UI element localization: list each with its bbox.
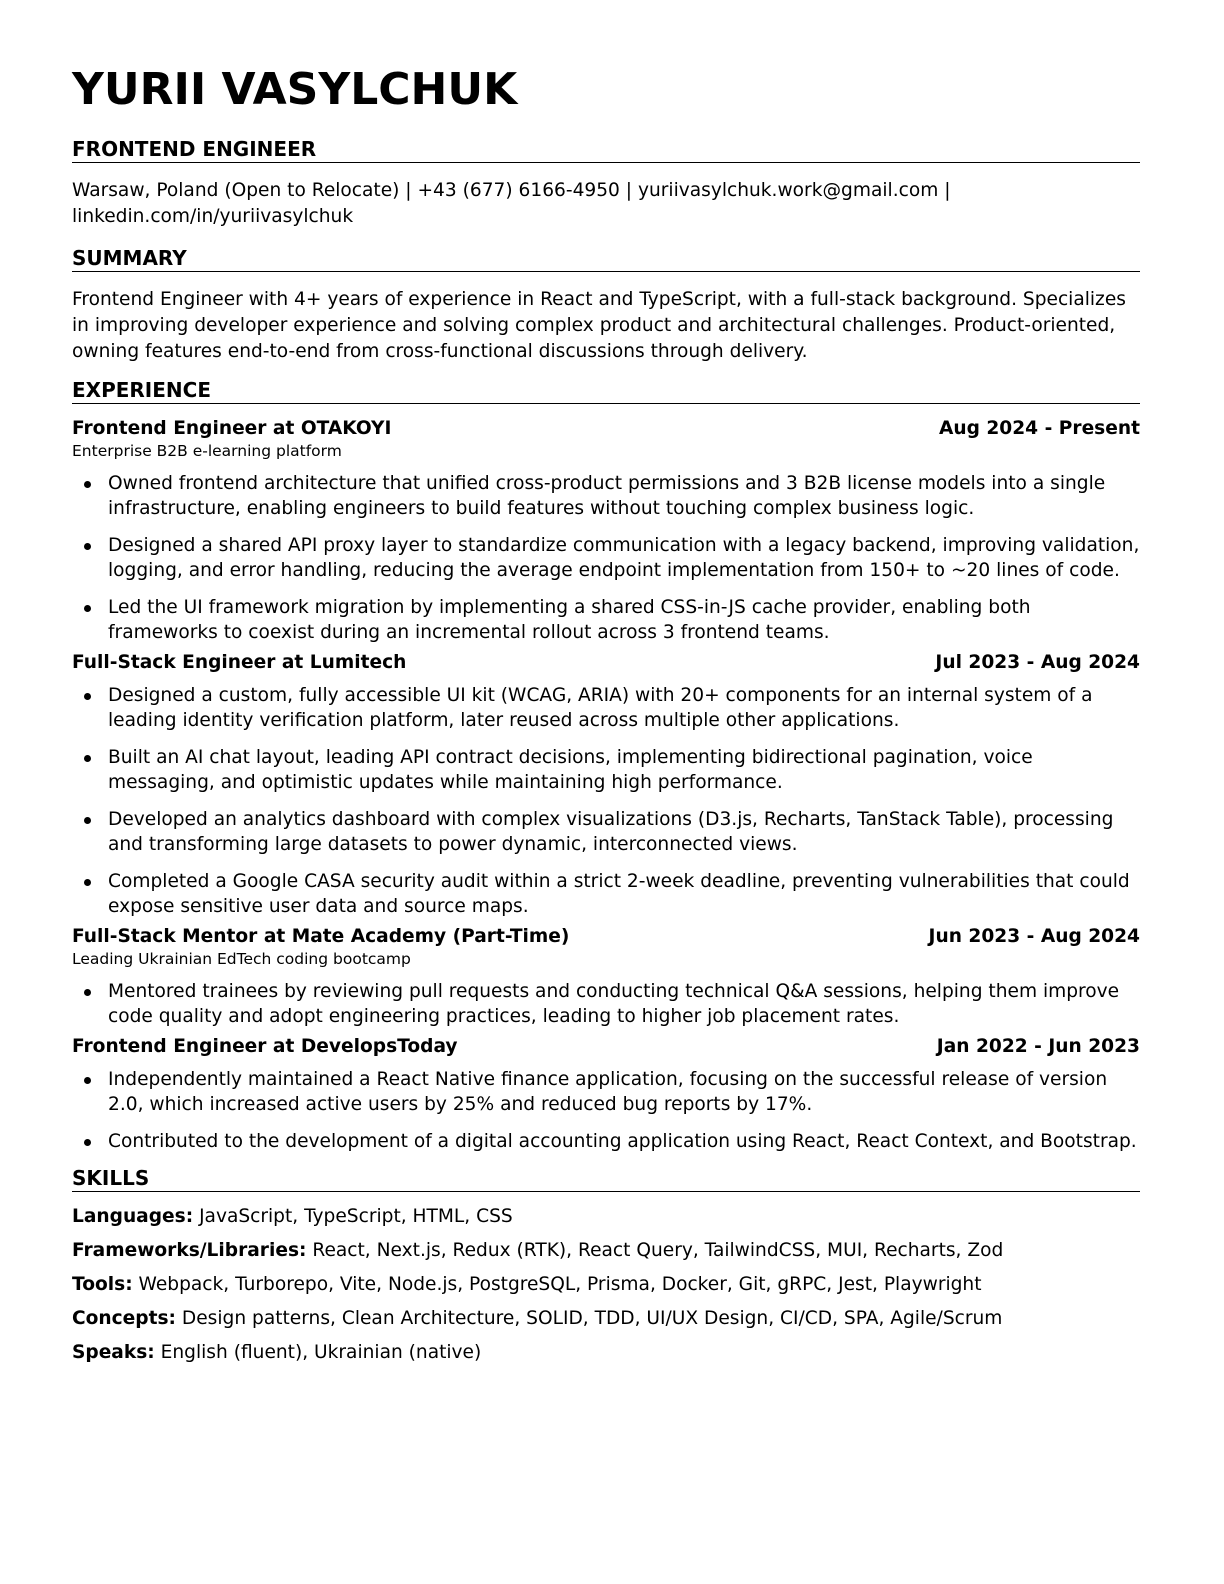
bullet-icon [84,989,91,996]
skill-row [72,1200,1140,1234]
job-header [72,1035,1140,1059]
job-dates: Jan 2022 - Jun 2023 [936,1036,1140,1057]
job-dates: Jun 2023 - Aug 2024 [928,926,1140,947]
bullet-text: Designed a custom, fully accessible UI kit (WCAG, ARIA) with 20+ components for an internal system of a leading identity verification platform, later reused across multiple other applications. [108,685,1093,731]
job-title: Frontend Engineer at DevelopsToday [72,1036,458,1057]
bullet-icon [84,1139,91,1146]
job-bullets [72,979,1140,1029]
skill-label: Tools: [72,1274,133,1295]
bullet-icon [84,755,91,762]
bullet-text: Developed an analytics dashboard with complex visualizations (D3.js, Recharts, TanStack Table), processing and transforming large datasets to power dynamic, interconnected views. [108,809,1114,855]
bullet-item [72,471,1140,521]
bullet-icon [84,481,91,488]
bullet-item [72,745,1140,795]
bullet-item [72,869,1140,919]
job-subtitle: Leading Ukrainian EdTech coding bootcamp [72,950,411,968]
job-header [72,925,1140,949]
job-entry [72,1035,1140,1154]
job-entry [72,417,1140,645]
bullet-text: Owned frontend architecture that unified cross-product permissions and 3 B2B license models into a single infrastructure, enabling engineers to build features without touching complex business logic. [108,473,1106,519]
job-dates: Aug 2024 - Present [938,418,1140,439]
skill-row [72,1234,1140,1268]
bullet-text: Led the UI framework migration by implementing a shared CSS-in-JS cache provider, enabling both frameworks to coexist during an incremental rollout across 3 frontend teams. [108,597,1031,643]
bullet-icon [84,879,91,886]
skill-label: Languages: [72,1206,194,1227]
skill-label: Concepts: [72,1308,176,1329]
job-title: Full-Stack Engineer at Lumitech [72,652,407,673]
bullet-text: Contributed to the development of a digital accounting application using React, React Context, and Bootstrap. [108,1131,1137,1152]
skill-value: Design patterns, Clean Architecture, SOLID, TDD, UI/UX Design, CI/CD, SPA, Agile/Scrum [176,1308,1003,1329]
candidate-name: YURII VASYLCHUK [72,64,518,115]
bullet-item [72,1067,1140,1117]
skills-list [72,1200,1140,1370]
job-header [72,417,1140,441]
bullet-item [72,595,1140,645]
job-subtitle: Enterprise B2B e-learning platform [72,442,342,460]
skill-value: English (fluent), Ukrainian (native) [154,1342,482,1363]
bullet-item [72,979,1140,1029]
bullet-text: Completed a Google CASA security audit within a strict 2-week deadline, preventing vulnerabilities that could expose sensitive user data and source maps. [108,871,1130,917]
skill-row [72,1268,1140,1302]
bullet-text: Independently maintained a React Native finance application, focusing on the successful release of version 2.0, which increased active users by 25% and reduced bug reports by 17%. [108,1069,1108,1115]
bullet-icon [84,543,91,550]
bullet-text: Designed a shared API proxy layer to standardize communication with a legacy backend, improving validation, logging, and error handling, reducing the average endpoint implementation from 150+ to ~20 lines of code. [108,535,1140,581]
bullet-item [72,683,1140,733]
job-dates: Jul 2023 - Aug 2024 [935,652,1140,673]
bullet-icon [84,817,91,824]
skill-row [72,1336,1140,1370]
role-title: FRONTEND ENGINEER [72,137,1140,163]
summary-text: Frontend Engineer with 4+ years of experience in React and TypeScript, with a full-stack background. Specializes in improving developer experience and solving complex product and architectural challenges. Product-oriented, owning features end-to-end from cross-functional discussions through delivery. [72,289,1126,362]
skill-row [72,1302,1140,1336]
job-title: Frontend Engineer at OTAKOYI [72,418,392,439]
job-bullets [72,683,1140,919]
job-entry [72,651,1140,919]
job-bullets [72,471,1140,645]
skill-value: JavaScript, TypeScript, HTML, CSS [193,1206,513,1227]
skill-label: Frameworks/Libraries: [72,1240,307,1261]
bullet-item [72,807,1140,857]
experience-list [72,417,1140,1154]
summary-heading: SUMMARY [72,246,1140,272]
bullet-icon [84,605,91,612]
skill-label: Speaks: [72,1342,155,1363]
skill-value: Webpack, Turborepo, Vite, Node.js, PostgreSQL, Prisma, Docker, Git, gRPC, Jest, Playwright [132,1274,982,1295]
bullet-text: Built an AI chat layout, leading API contract decisions, implementing bidirectional pagination, voice messaging, and optimistic updates while maintaining high performance. [108,747,1033,793]
job-bullets [72,1067,1140,1154]
skills-heading: SKILLS [72,1166,1140,1192]
bullet-icon [84,693,91,700]
bullet-item [72,1129,1140,1154]
bullet-text: Mentored trainees by reviewing pull requests and conducting technical Q&A sessions, helping them improve code quality and adopt engineering practices, leading to higher job placement rates. [108,981,1120,1027]
job-entry [72,925,1140,1029]
experience-heading: EXPERIENCE [72,378,1140,404]
bullet-item [72,533,1140,583]
job-header [72,651,1140,675]
contact-info: Warsaw, Poland (Open to Relocate) | +43 (677) 6166-4950 | yuriivasylchuk.work@gmail.com | linkedin.com/in/yuriivasylchuk [72,180,951,227]
bullet-icon [84,1077,91,1084]
job-title: Full-Stack Mentor at Mate Academy (Part-Time) [72,926,570,947]
skill-value: React, Next.js, Redux (RTK), React Query, TailwindCSS, MUI, Recharts, Zod [306,1240,1004,1261]
